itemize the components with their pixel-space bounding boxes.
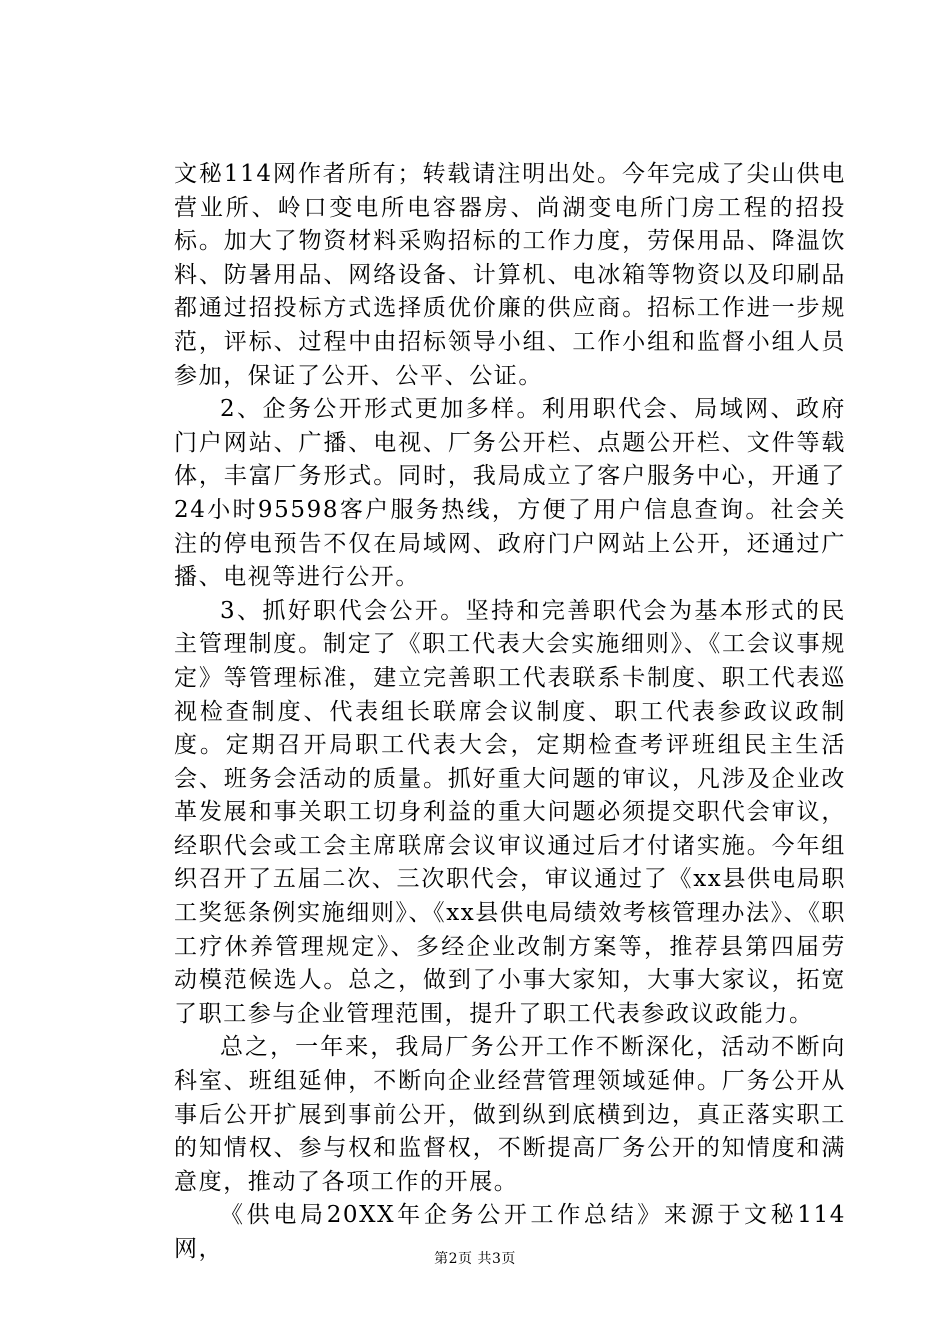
paragraph-summary: 总之，一年来，我局厂务公开工作不断深化，活动不断向科室、班组延伸，不断向企业经营管理领域延伸。厂务公开从事后公开扩展到事前公开，做到纵到底横到边，真正落实职工的知情权、参与权和监督权，不断提高厂务公开的知情度和满意度，推动了各项工作的开展。 [174,1034,846,1195]
paragraph-workers-congress: 3、抓好职代会公开。坚持和完善职代会为基本形式的民主管理制度。制定了《职工代表大会实施细则》、《工会议事规定》等管理标准，建立完善职工代表联系卡制度、职工代表巡视检查制度、代表组长联席会议制度、职工代表参政议政制度。定期召开局职工代表大会，定期检查考评班组民主生活会、班务会活动的质量。抓好重大问题的审议，凡涉及企业改革发展和事关职工切身利益的重大问题必须提交职代会审议，经职代会或工会主席联席会议审议通过后才付诸实施。今年组织召开了五届二次、三次职代会，审议通过了《xx县供电局职工奖惩条例实施细则》、《xx县供电局绩效考核管理办法》、《职工疗休养管理规定》、多经企业改制方案等，推荐县第四届劳动模范候选人。总之，做到了小事大家知，大事大家议，拓宽了职工参与企业管理范围，提升了职工代表参政议政能力。 [174,597,846,1027]
document-body [174,158,846,1267]
paragraph-source-note: 《供电局20XX年企务公开工作总结》来源于文秘114网， [174,1202,846,1262]
paragraph-disclosure-forms: 2、企务公开形式更加多样。利用职代会、局域网、政府门户网站、广播、电视、厂务公开栏、点题公开栏、文件等载体，丰富厂务形式。同时，我局成立了客户服务中心，开通了24小时95598客户服务热线，方便了用户信息查询。社会关注的停电预告不仅在局域网、政府门户网站上公开，还通过广播、电视等进行公开。 [174,396,846,591]
paragraph-continuation: 文秘114网作者所有；转载请注明出处。今年完成了尖山供电营业所、岭口变电所电容器房、尚湖变电所门房工程的招投标。加大了物资材料采购招标的工作力度，劳保用品、降温饮料、防暑用品、网络设备、计算机、电冰箱等物资以及印刷品都通过招投标方式选择质优价廉的供应商。招标工作进一步规范，评标、过程中由招标领导小组、工作小组和监督小组人员参加，保证了公开、公平、公证。 [174,161,846,389]
page-footer: 第2页 共3页 [434,1251,516,1267]
